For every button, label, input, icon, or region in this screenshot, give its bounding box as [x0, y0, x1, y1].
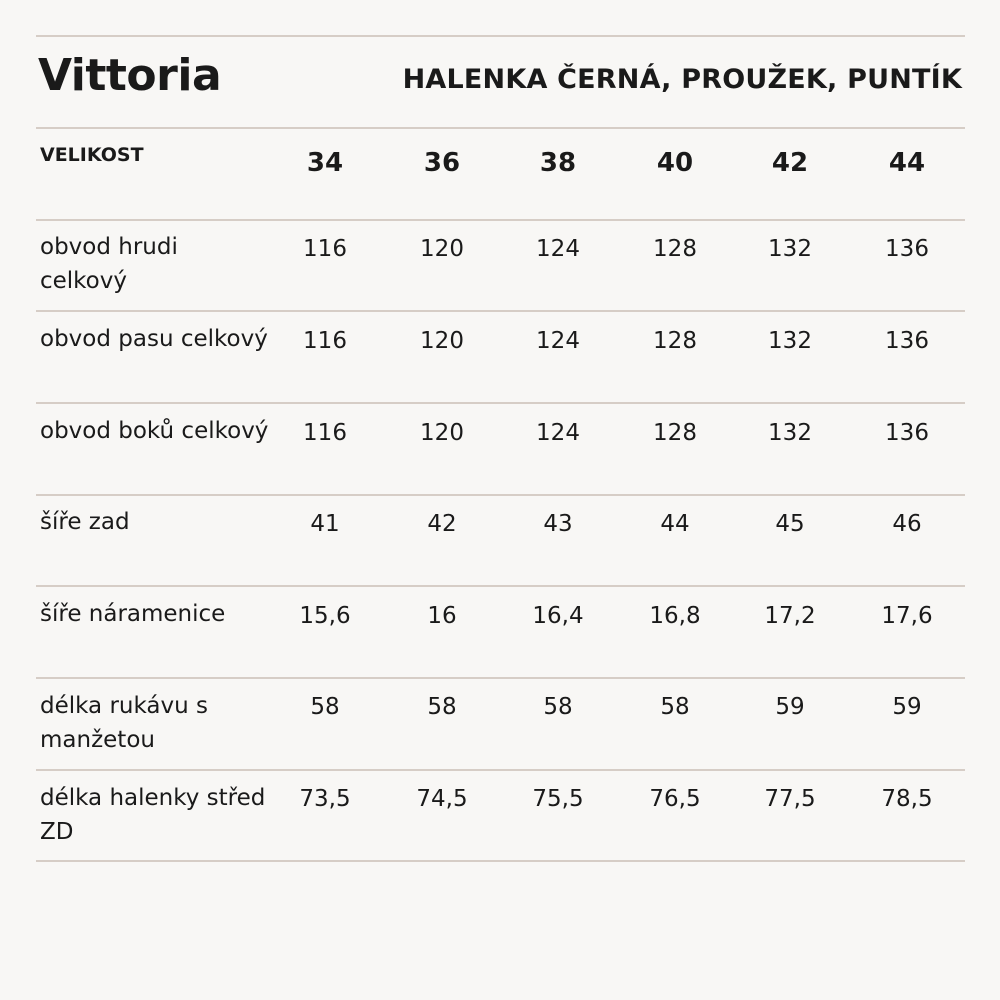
measurement-value: 58: [660, 694, 690, 720]
divider: [36, 310, 965, 312]
measurement-value: 17,2: [764, 603, 816, 629]
divider: [36, 677, 965, 679]
measurement-value: 45: [775, 511, 805, 537]
measurement-label: obvod pasu celkový: [40, 326, 268, 352]
measurement-label: šíře náramenice: [40, 601, 226, 627]
measurement-value: 116: [303, 236, 347, 262]
measurement-value: 74,5: [416, 786, 468, 812]
measurement-label: délka halenky střed ZD: [40, 785, 266, 845]
measurement-value: 58: [427, 694, 457, 720]
measurement-value: 42: [427, 511, 457, 537]
divider: [36, 35, 965, 37]
measurement-value: 58: [310, 694, 340, 720]
measurement-value: 16,4: [532, 603, 584, 629]
measurement-value: 75,5: [532, 786, 584, 812]
size-cell: 44: [888, 148, 926, 178]
measurement-value: 43: [543, 511, 573, 537]
measurement-value: 128: [653, 236, 697, 262]
divider: [36, 585, 965, 587]
measurement-value: 58: [543, 694, 573, 720]
divider: [36, 219, 965, 221]
measurement-value: 120: [420, 420, 464, 446]
measurement-value: 128: [653, 420, 697, 446]
measurement-value: 73,5: [299, 786, 351, 812]
measurement-value: 46: [892, 511, 922, 537]
measurement-value: 128: [653, 328, 697, 354]
measurement-value: 16: [427, 603, 457, 629]
measurement-value: 120: [420, 328, 464, 354]
measurement-value: 44: [660, 511, 690, 537]
measurement-value: 116: [303, 420, 347, 446]
divider: [36, 769, 965, 771]
measurement-value: 124: [536, 236, 580, 262]
size-cell: 36: [423, 148, 461, 178]
measurement-label: šíře zad: [40, 509, 130, 535]
measurement-value: 124: [536, 420, 580, 446]
measurement-value: 132: [768, 420, 812, 446]
measurement-value: 116: [303, 328, 347, 354]
measurement-value: 124: [536, 328, 580, 354]
brand-title: Vittoria: [38, 50, 222, 101]
measurement-value: 136: [885, 420, 929, 446]
measurement-label: délka rukávu s manžetou: [40, 693, 208, 753]
measurement-value: 120: [420, 236, 464, 262]
product-title: HALENKA ČERNÁ, PROUŽEK, PUNTÍK: [402, 64, 962, 95]
measurement-value: 136: [885, 236, 929, 262]
measurement-value: 132: [768, 236, 812, 262]
measurement-value: 78,5: [881, 786, 933, 812]
divider: [36, 860, 965, 862]
measurement-label: obvod boků celkový: [40, 418, 269, 444]
measurement-value: 76,5: [649, 786, 701, 812]
size-cell: 34: [306, 148, 344, 178]
measurement-value: 15,6: [299, 603, 351, 629]
measurement-value: 59: [892, 694, 922, 720]
measurement-value: 136: [885, 328, 929, 354]
measurement-value: 59: [775, 694, 805, 720]
measurement-value: 77,5: [764, 786, 816, 812]
measurement-label: obvod hrudi celkový: [40, 234, 178, 294]
measurement-value: 132: [768, 328, 812, 354]
measurement-value: 17,6: [881, 603, 933, 629]
size-cell: 38: [539, 148, 577, 178]
size-header-label: VELIKOST: [40, 144, 144, 166]
divider: [36, 402, 965, 404]
divider: [36, 127, 965, 129]
measurement-value: 16,8: [649, 603, 701, 629]
measurement-value: 41: [310, 511, 340, 537]
size-cell: 40: [656, 148, 694, 178]
divider: [36, 494, 965, 496]
size-cell: 42: [771, 148, 809, 178]
